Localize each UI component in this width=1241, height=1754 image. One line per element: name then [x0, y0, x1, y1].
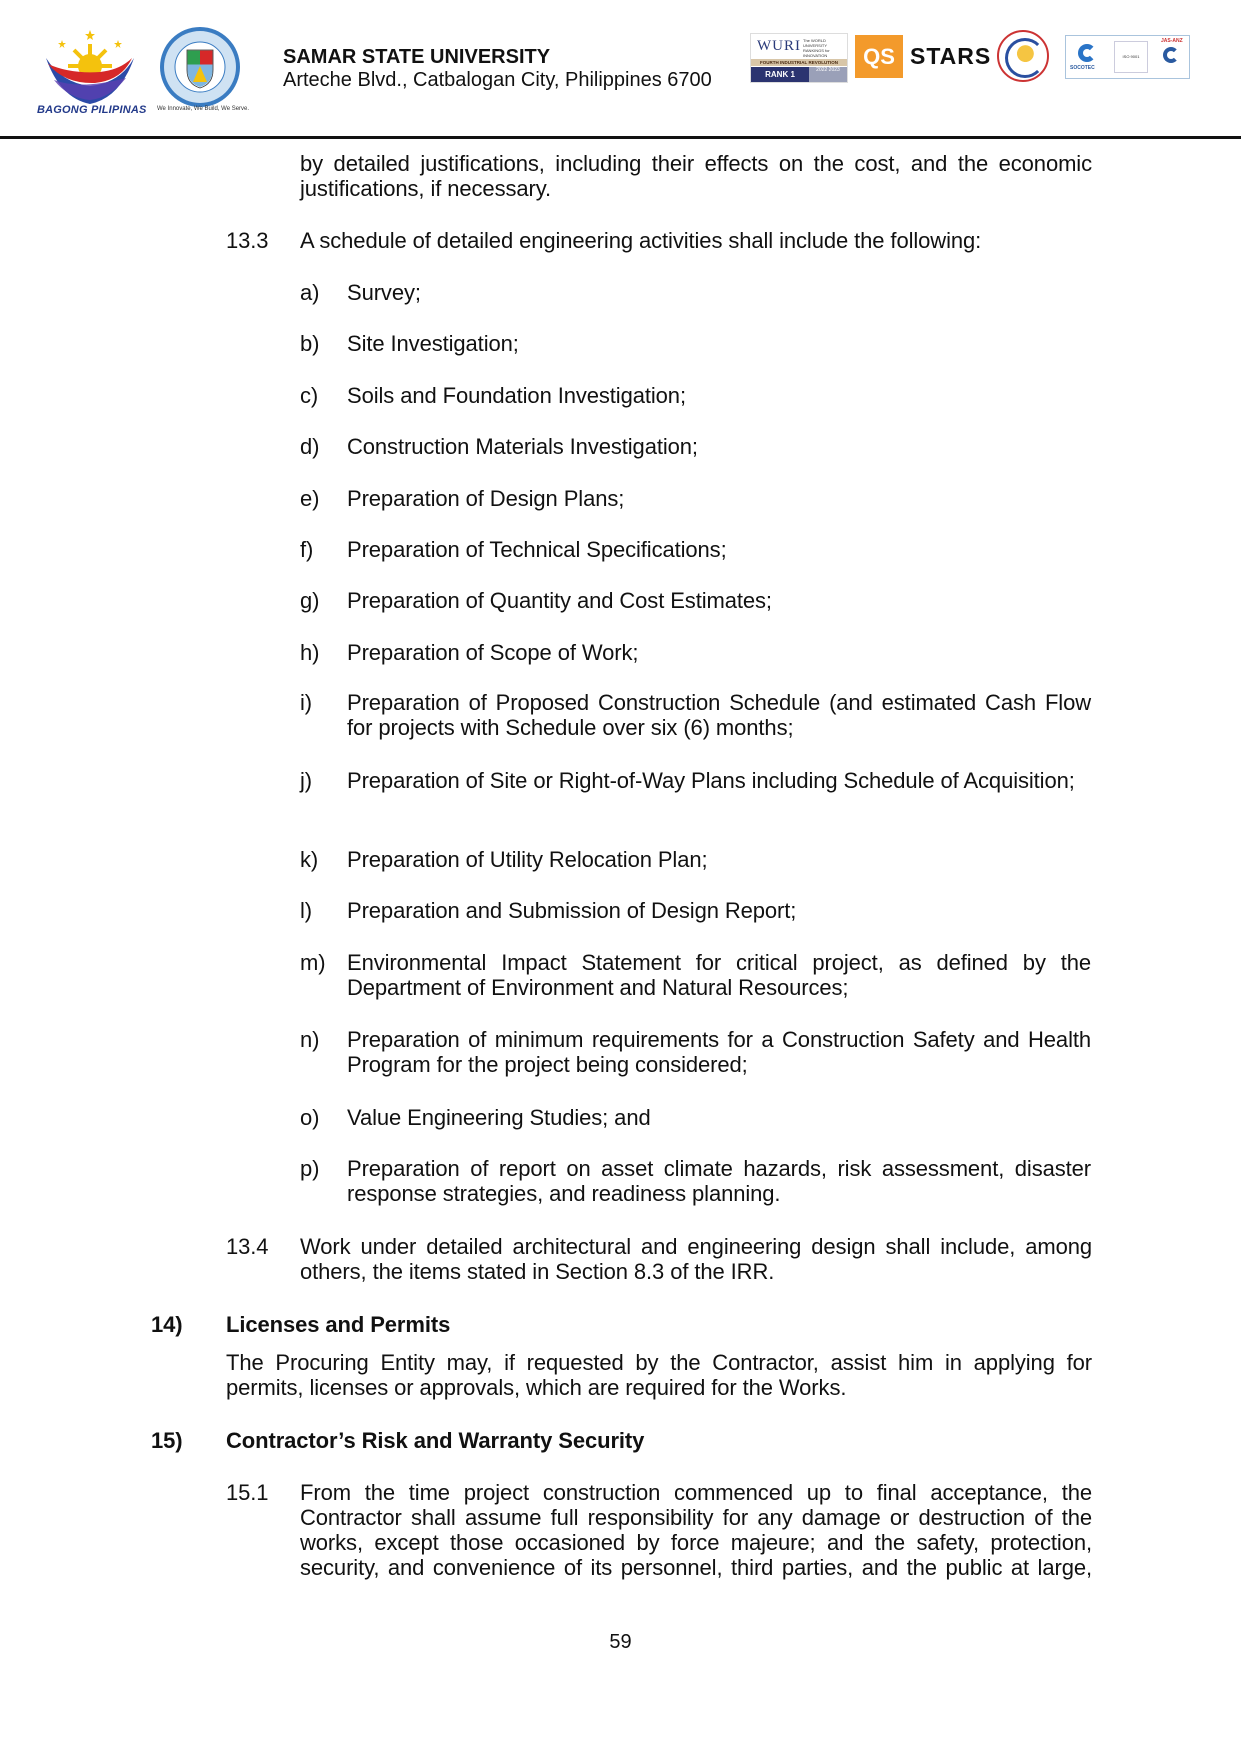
list-item-text: Preparation and Submission of Design Report;: [347, 898, 797, 923]
list-item-letter: d): [300, 434, 320, 459]
section-text-14: The Procuring Entity may, if requested by the Contractor, assist him in applying for permits, licenses or approvals, which are required for the Works.: [226, 1350, 1092, 1400]
section-heading-licenses-permits: Licenses and Permits: [226, 1312, 451, 1337]
university-tagline: We Innovate, We Build, We Serve.: [157, 106, 250, 112]
university-address: Arteche Blvd., Catbalogan City, Philippines 6700: [283, 69, 712, 91]
list-item-text: Site Investigation;: [347, 331, 519, 356]
list-item-letter: e): [300, 486, 320, 511]
socotec-label: SOCOTEC: [1070, 65, 1095, 71]
list-item-letter: i): [300, 690, 313, 715]
clause-number-13-3: 13.3: [226, 228, 269, 253]
list-item-text: Construction Materials Investigation;: [347, 434, 698, 459]
page-number: 59: [609, 1631, 632, 1653]
list-item-letter: a): [300, 280, 320, 305]
list-item-letter: h): [300, 640, 320, 665]
list-item-letter: g): [300, 588, 320, 613]
list-item-text: Soils and Foundation Investigation;: [347, 383, 686, 408]
wuri-category: FOURTH INDUSTRIAL REVOLUTION: [751, 59, 847, 66]
section-heading-contractor-risk: Contractor’s Risk and Warranty Security: [226, 1428, 645, 1453]
continuation-paragraph: by detailed justifications, including their effects on the cost, and the economic justifications, if necessary.: [300, 151, 1092, 201]
page-header: [0, 0, 1241, 136]
section-number-14: 14): [151, 1312, 183, 1337]
bagong-pilipinas-logo-icon: [40, 28, 140, 106]
list-item-letter: c): [300, 383, 319, 408]
list-item-text: Value Engineering Studies; and: [347, 1105, 651, 1130]
wuri-years: 2022 2023: [809, 67, 847, 82]
clause-number-13-4: 13.4: [226, 1234, 269, 1259]
wuri-subtitle: The WORLD UNIVERSITY RANKINGS for INNOVATION: [803, 38, 830, 58]
wuri-wordmark: WURI: [757, 38, 801, 54]
wuri-rank: RANK 1: [751, 67, 809, 82]
list-item-text: Preparation of Utility Relocation Plan;: [347, 847, 708, 872]
jas-anz-logo-icon: [1163, 47, 1179, 63]
socotec-logo-icon: [1078, 44, 1096, 62]
list-item-text: Preparation of Scope of Work;: [347, 640, 639, 665]
clause-number-15-1: 15.1: [226, 1480, 269, 1505]
list-item-text: Preparation of Quantity and Cost Estimates;: [347, 588, 772, 613]
list-item-letter: m): [300, 950, 326, 975]
qs-stars-label: STARS: [910, 43, 992, 69]
list-item-letter: b): [300, 331, 320, 356]
list-item-text: Preparation of Technical Specifications;: [347, 537, 727, 562]
section-number-15: 15): [151, 1428, 183, 1453]
list-item-letter: f): [300, 537, 314, 562]
list-item-letter: p): [300, 1156, 320, 1181]
list-item-text: Preparation of Design Plans;: [347, 486, 625, 511]
list-item-letter: j): [300, 768, 313, 793]
list-item-letter: o): [300, 1105, 320, 1130]
university-name: SAMAR STATE UNIVERSITY: [283, 46, 551, 68]
iso-label: ISO 9001: [1114, 41, 1148, 73]
clause-text-15-1: From the time project construction commenced up to final acceptance, the Contractor shall assume full responsibility for any damage or destruction of the works, except those occasioned by force majeure; and the safety, protection, security, and convenience of its personnel, third parties, and the public at large,: [300, 1480, 1092, 1580]
clause-text-13-4: Work under detailed architectural and engineering design shall include, among others, the items stated in Section 8.3 of the IRR.: [300, 1234, 1092, 1284]
clause-text-13-3: A schedule of detailed engineering activities shall include the following:: [300, 228, 982, 253]
socotec-iso-badge: [1065, 35, 1190, 79]
list-item-text: Survey;: [347, 280, 421, 305]
jas-anz-label: JAS-ANZ: [1161, 38, 1183, 44]
list-item-text: Preparation of minimum requirements for a Construction Safety and Health Program for the project being considered;: [347, 1027, 1091, 1077]
list-item-text: Preparation of report on asset climate hazards, risk assessment, disaster response strategies, and readiness planning.: [347, 1156, 1091, 1206]
list-item-text: Environmental Impact Statement for critical project, as defined by the Department of Environment and Natural Resources;: [347, 950, 1091, 1000]
list-item-letter: n): [300, 1027, 320, 1052]
header-divider: [0, 136, 1241, 139]
list-item-letter: k): [300, 847, 319, 872]
list-item-text: Preparation of Proposed Construction Schedule (and estimated Cash Flow for projects with Schedule over six (6) months;: [347, 690, 1091, 740]
wuri-ranking-badge: [750, 33, 848, 83]
university-seal-icon: [159, 26, 241, 108]
quality-award-swoosh-icon: [1005, 38, 1045, 78]
bagong-pilipinas-label: BAGONG PILIPINAS: [37, 104, 147, 116]
list-item-text: Preparation of Site or Right-of-Way Plans including Schedule of Acquisition;: [347, 768, 1075, 793]
qs-logo-icon: QS: [855, 35, 903, 78]
list-item-letter: l): [300, 898, 313, 923]
